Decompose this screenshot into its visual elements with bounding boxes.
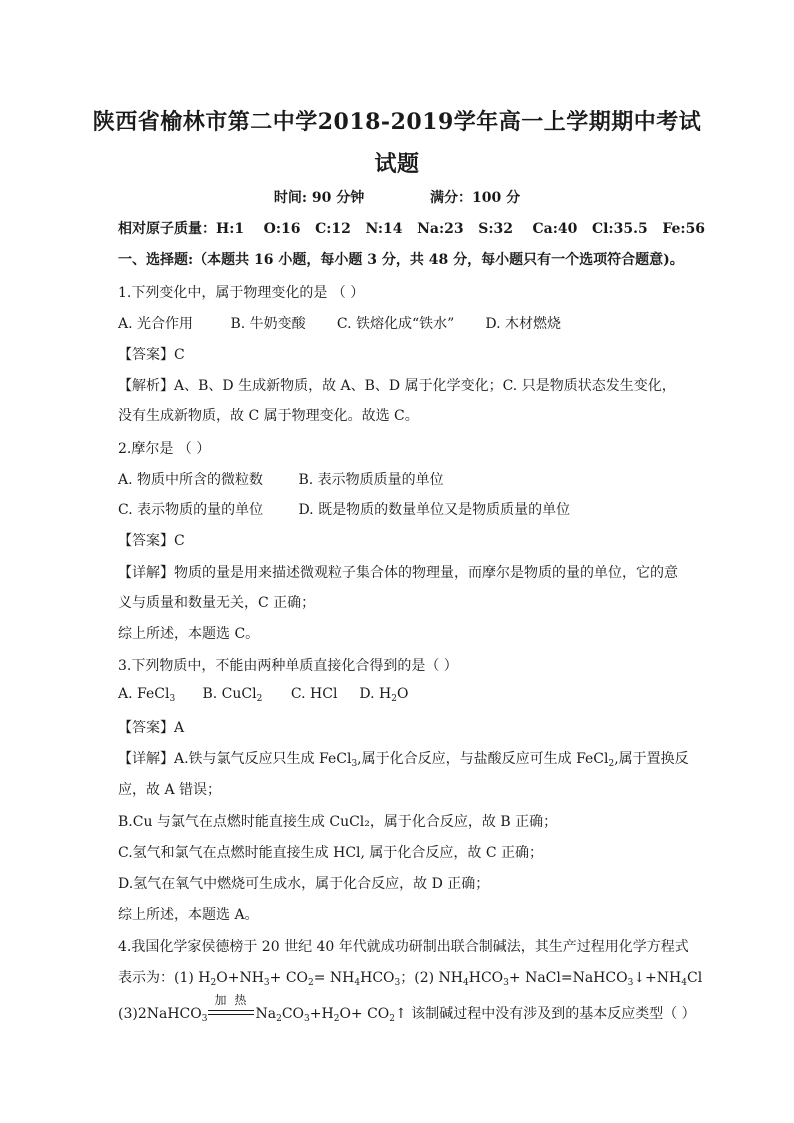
q2-option-d: D. 既是物质的数量单位又是物质质量的单位 <box>298 502 571 518</box>
q3-options <box>118 686 408 702</box>
title-line-1: 陕西省榆林市第二中学2018-2019学年高一上学期期中考试 <box>92 109 702 135</box>
q2-option-b: B. 表示物质质量的单位 <box>298 472 444 488</box>
q4-stem-2: 表示为：(1) $H_2O+NH_3+ CO_2= NH_4HCO_3$；(2) $NH_4HCO_3+$ $NaCl=NaHCO_3↓+NH_4Cl$ <box>118 970 703 988</box>
q3-option-b: B. CuCl$_2$ <box>202 686 263 704</box>
q1-option-b: B. 牛奶变酸 <box>230 316 306 332</box>
q3-option-c: C. HCl <box>290 686 338 702</box>
q2-option-c: C. 表示物质的量的单位 <box>118 502 264 518</box>
q2-answer: 【答案】C <box>118 533 185 549</box>
q3-option-d: D. $H_2O$ <box>359 686 409 704</box>
exam-info <box>0 187 794 207</box>
q1-stem: 1.下列变化中，属于物理变化的是 （ ） <box>118 285 365 301</box>
q3-detail-1: 【详解】A.铁与氯气反应只生成 FeCl$_3$,属于化合反应，与盐酸反应可生成 FeCl$_2$,属于置换反 <box>118 751 689 769</box>
q3-detail-2: 应，故 A 错误； <box>118 782 222 798</box>
q1-option-c: C. 铁熔化成“铁水” <box>336 316 455 332</box>
q2-options-row-1 <box>118 469 444 489</box>
q4-stem-1: 4.我国化学家侯德榜于 20 世纪 40 年代就成功研制出联合制碱法，其生产过程用化学方程式 <box>118 939 689 955</box>
section-heading: 一、选择题:（本题共 16 小题，每小题 3 分，共 48 分，每小题只有一个选项符合题意)。 <box>118 252 684 268</box>
q2-stem: 2.摩尔是 （ ） <box>118 441 211 457</box>
q2-option-a: A. 物质中所含的微粒数 <box>118 472 264 488</box>
q1-option-d: D. 木材燃烧 <box>485 316 561 332</box>
q3-detail-d: D.氢气在氧气中燃烧可生成水，属于化合反应，故 D 正确； <box>118 876 490 892</box>
q2-detail-2: 义与质量和数量无关，C 正确； <box>118 595 316 611</box>
q1-option-a: A. 光合作用 <box>118 316 194 332</box>
q3-detail-c: C.氢气和氯气在点燃时能直接生成 HCl, 属于化合反应，故 C 正确； <box>118 845 544 861</box>
atomic-mass-line: 相对原子质量：H:1 O:16 C:12 N:14 Na:23 S:32 Ca:40 Cl:35.5 Fe:56 <box>118 221 706 237</box>
q2-options-row-2 <box>118 499 570 519</box>
q3-summary: 综上所述，本题选 A。 <box>118 907 259 923</box>
q3-detail-b: B.Cu 与氯气在点燃时能直接生成 CuCl₂，属于化合反应，故 B 正确； <box>118 814 558 830</box>
q1-options <box>118 313 561 333</box>
q1-analysis-2: 没有生成新物质，故 C 属于物理变化。故选 C。 <box>118 408 419 424</box>
title-line-2: 试题 <box>374 151 420 177</box>
q2-summary: 综上所述，本题选 C。 <box>118 626 260 642</box>
q3-stem: 3.下列物质中，不能由两种单质直接化合得到的是（ ） <box>118 658 458 674</box>
exam-time: 时间: 90 分钟 <box>273 190 365 206</box>
heating-arrow <box>208 993 254 1020</box>
q2-detail-1: 【详解】物质的量是用来描述微观粒子集合体的物理量，而摩尔是物质的量的单位，它的意 <box>118 565 678 581</box>
q3-option-a: A. FeCl$_3$ <box>118 686 176 704</box>
q1-answer: 【答案】C <box>118 347 185 363</box>
heating-label: 加 热 <box>214 993 249 1007</box>
q1-analysis-1: 【解析】A、B、D 生成新物质，故 A、B、D 属于化学变化；C. 只是物质状态发生变化， <box>118 378 676 394</box>
q4-stem-3: (3)2NaHCO$_3$ 加 热 $Na_2CO_3+H_2O+$ $CO_2↑$ 该制碱过程中没有涉及到的基本反应类型（ ） <box>118 993 696 1024</box>
exam-score: 满分：100 分 <box>430 190 521 206</box>
q3-answer: 【答案】A <box>118 720 185 736</box>
